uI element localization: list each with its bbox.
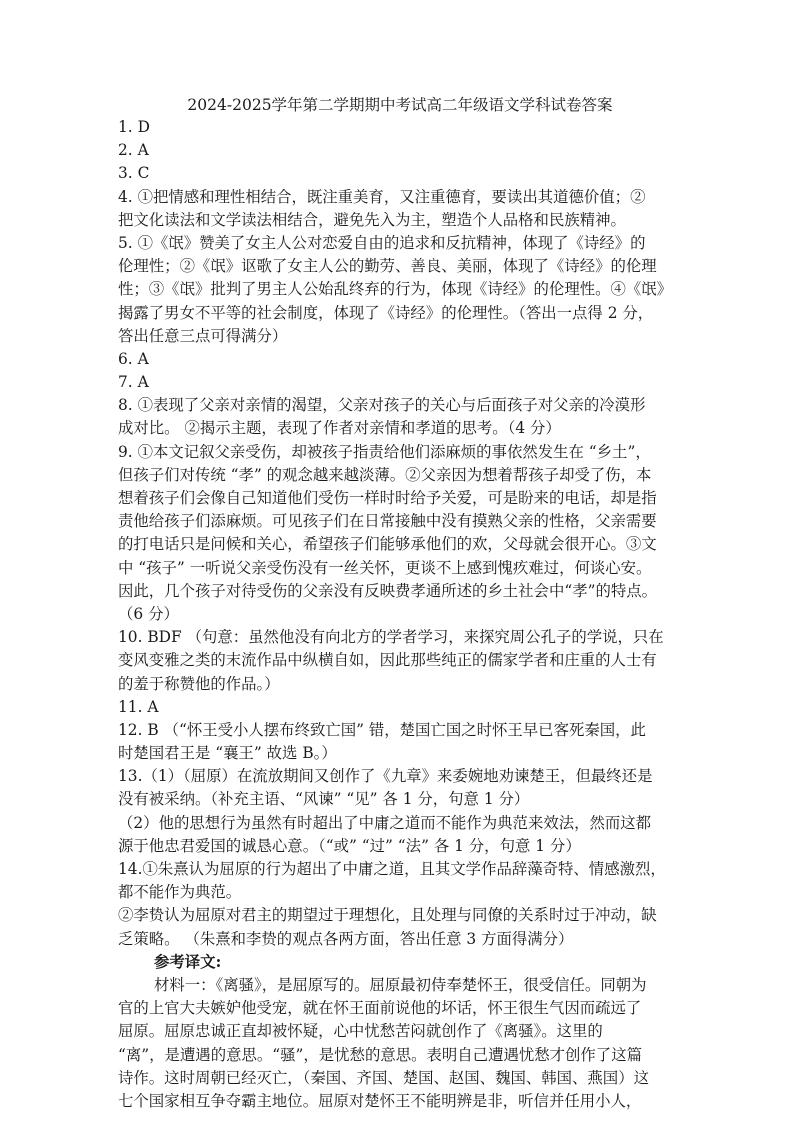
- answer-line: 责他给孩子们添麻烦。可见孩子们在日常接触中没有摸熟父亲的性格，父亲需要: [118, 512, 657, 531]
- answer-line: 1. D: [118, 118, 150, 136]
- answer-line: 但孩子们对传统 “孝” 的观念越来越淡薄。②父亲因为想着帮孩子却受了伤，本: [118, 465, 652, 484]
- answer-line: 把文化读法和文学读法相结合，避免先入为主，塑造个人品格和民族精神。: [118, 210, 626, 229]
- translation-line: 诗作。这时周朝已经灭亡，（秦国、齐国、楚国、赵国、魏国、韩国、燕国）这: [118, 1068, 649, 1087]
- translation-line: 七个国家相互争夺霸主地位。屈原对楚怀王不能明辨是非，听信并任用小人，: [118, 1091, 642, 1110]
- document-title: 2024-2025学年第二学期期中考试高二年级语文学科试卷答案: [187, 96, 613, 114]
- answer-line: 伦理性；②《氓》讴歌了女主人公的勤劳、善良、美丽，体现了《诗经》的伦理: [118, 257, 657, 276]
- answer-line: 5. ①《氓》赞美了女主人公对恋爱自由的追求和反抗精神，体现了《诗经》的: [118, 233, 646, 252]
- answer-line: 性；③《氓》批判了男主人公始乱终弃的行为，体现《诗经》的伦理性。④《氓》: [118, 280, 673, 299]
- answer-line: 源于他忠君爱国的诚恳心意。（“或” “过” “法” 各 1 分，句意 1 分）: [118, 836, 581, 855]
- answer-line: 8. ①表现了父亲对亲情的渴望，父亲对孩子的关心与后面孩子对父亲的冷漠形: [118, 396, 646, 415]
- answer-line: 10. BDF （句意：虽然他没有向北方的学者学习，来探究周公孔子的学说，只在: [118, 628, 664, 647]
- answer-line: 揭露了男女不平等的社会制度，体现了《诗经》的伦理性。（答出一点得 2 分，: [118, 303, 654, 322]
- answer-line: 时楚国君王是 “襄王” 故选 B。）: [118, 744, 337, 763]
- answer-line: 3. C: [118, 164, 150, 183]
- answer-content: [118, 116, 696, 1113]
- answer-line: 因此，几个孩子对待受伤的父亲没有反映费孝通所述的乡土社会中“孝”的特点。: [118, 581, 658, 600]
- translation-line: 官的上官大夫嫉妒他受宠，就在怀王面前说他的坏话，怀王很生气因而疏远了: [118, 999, 642, 1018]
- answer-line: 没有被采纳。（补充主语、“风谏” “见” 各 1 分，句意 1 分）: [118, 790, 530, 809]
- answer-line: 6. A: [118, 349, 149, 368]
- answer-line: 的羞于称赞他的作品。）: [118, 674, 280, 693]
- translation-line: “离”，是遭遇的意思。“骚”，是忧愁的意思。表明自己遭遇忧愁才创作了这篇: [118, 1045, 642, 1064]
- answer-line: 13.（1）（屈原）在流放期间又创作了《九章》来委婉地劝谏楚王，但最终还是: [118, 767, 653, 786]
- answer-line: 答出任意三点可得满分）: [118, 326, 288, 345]
- answer-line: （6 分）: [118, 604, 179, 623]
- answer-line: 14.①朱熹认为屈原的行为超出了中庸之道，且其文学作品辞藻奇特、情感激烈，: [118, 860, 666, 878]
- answer-line: 4. ①把情感和理性相结合，既注重美育，又注重德育，要读出其道德价值；②: [118, 187, 646, 206]
- answer-line: （2）他的思想行为虽然有时超出了中庸之道而不能作为典范来效法，然而这都: [118, 813, 652, 832]
- answer-line: ②李贽认为屈原对君主的期望过于理想化，且处理与同僚的关系时过于冲动，缺: [118, 906, 657, 925]
- translation-line: 屈原。屈原忠诚正直却被怀疑，心中忧愁苦闷就创作了《离骚》。这里的: [118, 1022, 603, 1041]
- answer-line: 都不能作为典范。: [118, 883, 242, 902]
- translation-line: 材料一：《离骚》，是屈原写的。屈原最初侍奉楚怀王，很受信任。同朝为: [154, 975, 647, 994]
- answer-line: 中 “孩子” 一听说父亲受伤没有一丝关怀，更谈不上感到愧疚难过，何谈心安。: [118, 558, 652, 577]
- answer-line: 想着孩子们会像自己知道他们受伤一样时时给予关爱，可是盼来的电话，却是指: [118, 489, 657, 507]
- answer-line: 9. ①本文记叙父亲受伤，却被孩子指责给他们添麻烦的事依然发生在 “乡土”，: [118, 442, 651, 461]
- answer-line: 的打电话只是问候和关心，希望孩子们能够承他们的欢，父母就会很开心。③文: [118, 535, 657, 554]
- answer-line: 7. A: [118, 373, 149, 392]
- answer-line: 2. A: [118, 141, 149, 160]
- answer-line: 乏策略。 （朱熹和李贽的观点各两方面，答出任意 3 方面得满分）: [118, 929, 574, 948]
- answer-line: 成对比。 ②揭示主题，表现了作者对亲情和孝道的思考。（4 分）: [118, 419, 561, 438]
- answer-line: 变风变雅之类的末流作品中纵横自如，因此那些纯正的儒家学者和庄重的人士有: [118, 651, 657, 670]
- translation-heading: 参考译文:: [154, 952, 222, 971]
- answer-line: 12. B （“怀王受小人摆布终致亡国” 错，楚国亡国之时怀王早已客死秦国，此: [118, 720, 646, 739]
- answer-line: 11. A: [118, 697, 159, 716]
